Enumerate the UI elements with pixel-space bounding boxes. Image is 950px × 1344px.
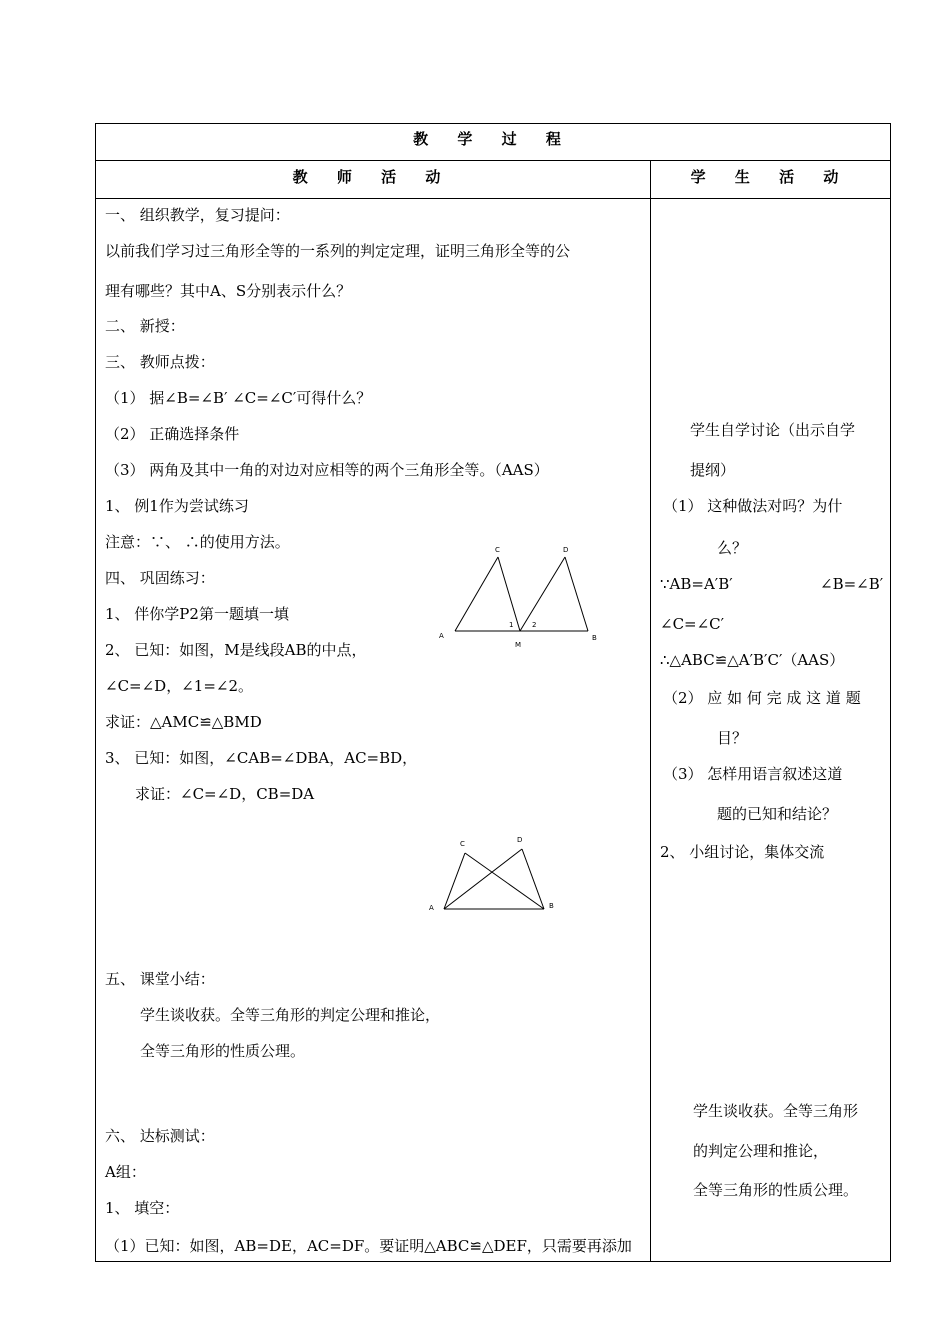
- triangle-figure-2: [420, 825, 570, 920]
- student-line: 目？: [717, 729, 748, 747]
- label-b: B: [592, 634, 597, 642]
- student-line: 的判定公理和推论，: [693, 1142, 829, 1160]
- teacher-line: ∠C=∠D，∠1=∠2。: [105, 677, 254, 695]
- teacher-line: 求证：∠C=∠D，CB=DA: [135, 785, 315, 803]
- student-line: ∠B=∠B′: [820, 575, 884, 593]
- label-a: A: [439, 632, 444, 640]
- segment-db: [522, 849, 544, 909]
- teacher-line: （2） 正确选择条件: [105, 425, 240, 443]
- teacher-line: 四、 巩固练习：: [105, 569, 215, 587]
- teacher-column-header: 教 师 活 动: [292, 168, 453, 186]
- teacher-line: A组：: [105, 1163, 146, 1181]
- teacher-line: 三、 教师点拨：: [105, 353, 215, 371]
- student-column-header: 学 生 活 动: [690, 168, 851, 186]
- teacher-line: 六、 达标测试：: [105, 1127, 215, 1145]
- label-d: D: [563, 546, 569, 554]
- teacher-line: 3、 已知：如图，∠CAB=∠DBA，AC=BD，: [105, 749, 418, 767]
- teacher-line: 一、 组织教学，复习提问：: [105, 206, 290, 224]
- teacher-line: 2、 已知：如图，M是线段AB的中点，: [105, 641, 367, 659]
- segment-md: [520, 557, 565, 631]
- label-c: C: [460, 840, 465, 848]
- student-line: 题的已知和结论？: [717, 805, 838, 823]
- student-line: ∠C=∠C′: [660, 615, 725, 633]
- student-line: 全等三角形的性质公理。: [693, 1181, 859, 1199]
- label-m: M: [515, 641, 522, 649]
- teacher-line: 全等三角形的性质公理。: [140, 1042, 306, 1060]
- teacher-line: 注意：∵、 ∴的使用方法。: [105, 533, 290, 551]
- teacher-line: （3） 两角及其中一角的对边对应相等的两个三角形全等。（AAS）: [105, 461, 549, 479]
- table-divider: [95, 160, 891, 161]
- segment-cb: [465, 853, 544, 909]
- teacher-line: 1、 例1作为尝试练习: [105, 497, 249, 515]
- teacher-line: 学生谈收获。全等三角形的判定公理和推论，: [140, 1006, 441, 1024]
- teacher-line: （1）已知：如图，AB=DE，AC=DF。要证明△ABC≌△DEF，只需要再添加: [105, 1237, 632, 1255]
- label-angle-2: 2: [532, 621, 537, 629]
- student-line: 学生自学讨论（出示自学: [690, 421, 856, 439]
- label-a: A: [429, 904, 434, 912]
- label-b: B: [549, 902, 554, 910]
- label-c: C: [495, 546, 500, 554]
- teacher-line: （1） 据∠B=∠B′ ∠C=∠C′可得什么？: [105, 389, 372, 407]
- label-d: D: [517, 836, 523, 844]
- teacher-line: 以前我们学习过三角形全等的一系列的判定定理，证明三角形全等的公: [105, 242, 571, 260]
- segment-cm: [498, 557, 520, 631]
- student-line: （3） 怎样用语言叙述这道: [663, 765, 843, 783]
- triangle-figure-1: [435, 540, 605, 650]
- student-line: 2、 小组讨论，集体交流: [660, 843, 825, 861]
- teacher-line: 五、 课堂小结：: [105, 970, 215, 988]
- teacher-line: 求证：△AMC≌△BMD: [105, 713, 262, 731]
- segment-ac: [455, 557, 498, 631]
- label-angle-1: 1: [509, 621, 514, 629]
- teacher-line: 理有哪些？其中A、S分别表示什么？: [105, 282, 352, 300]
- teacher-line: 二、 新授：: [105, 317, 185, 335]
- student-line: 么？: [717, 539, 748, 557]
- column-divider: [650, 160, 651, 1262]
- table-title: 教 学 过 程: [413, 130, 573, 148]
- student-line: （1） 这种做法对吗？为什: [663, 497, 843, 515]
- student-line: ∵AB=A′B′: [660, 575, 733, 593]
- student-line: 提纲）: [690, 461, 736, 479]
- teacher-line: 1、 伴你学P2第一题填一填: [105, 605, 289, 623]
- segment-db: [565, 557, 588, 631]
- student-line: （2） 应 如 何 完 成 这 道 题: [663, 689, 861, 707]
- student-line: ∴△ABC≌△A′B′C′（AAS）: [660, 651, 845, 669]
- table-divider: [95, 198, 891, 199]
- teacher-line: 1、 填空：: [105, 1199, 180, 1217]
- student-line: 学生谈收获。全等三角形: [693, 1102, 859, 1120]
